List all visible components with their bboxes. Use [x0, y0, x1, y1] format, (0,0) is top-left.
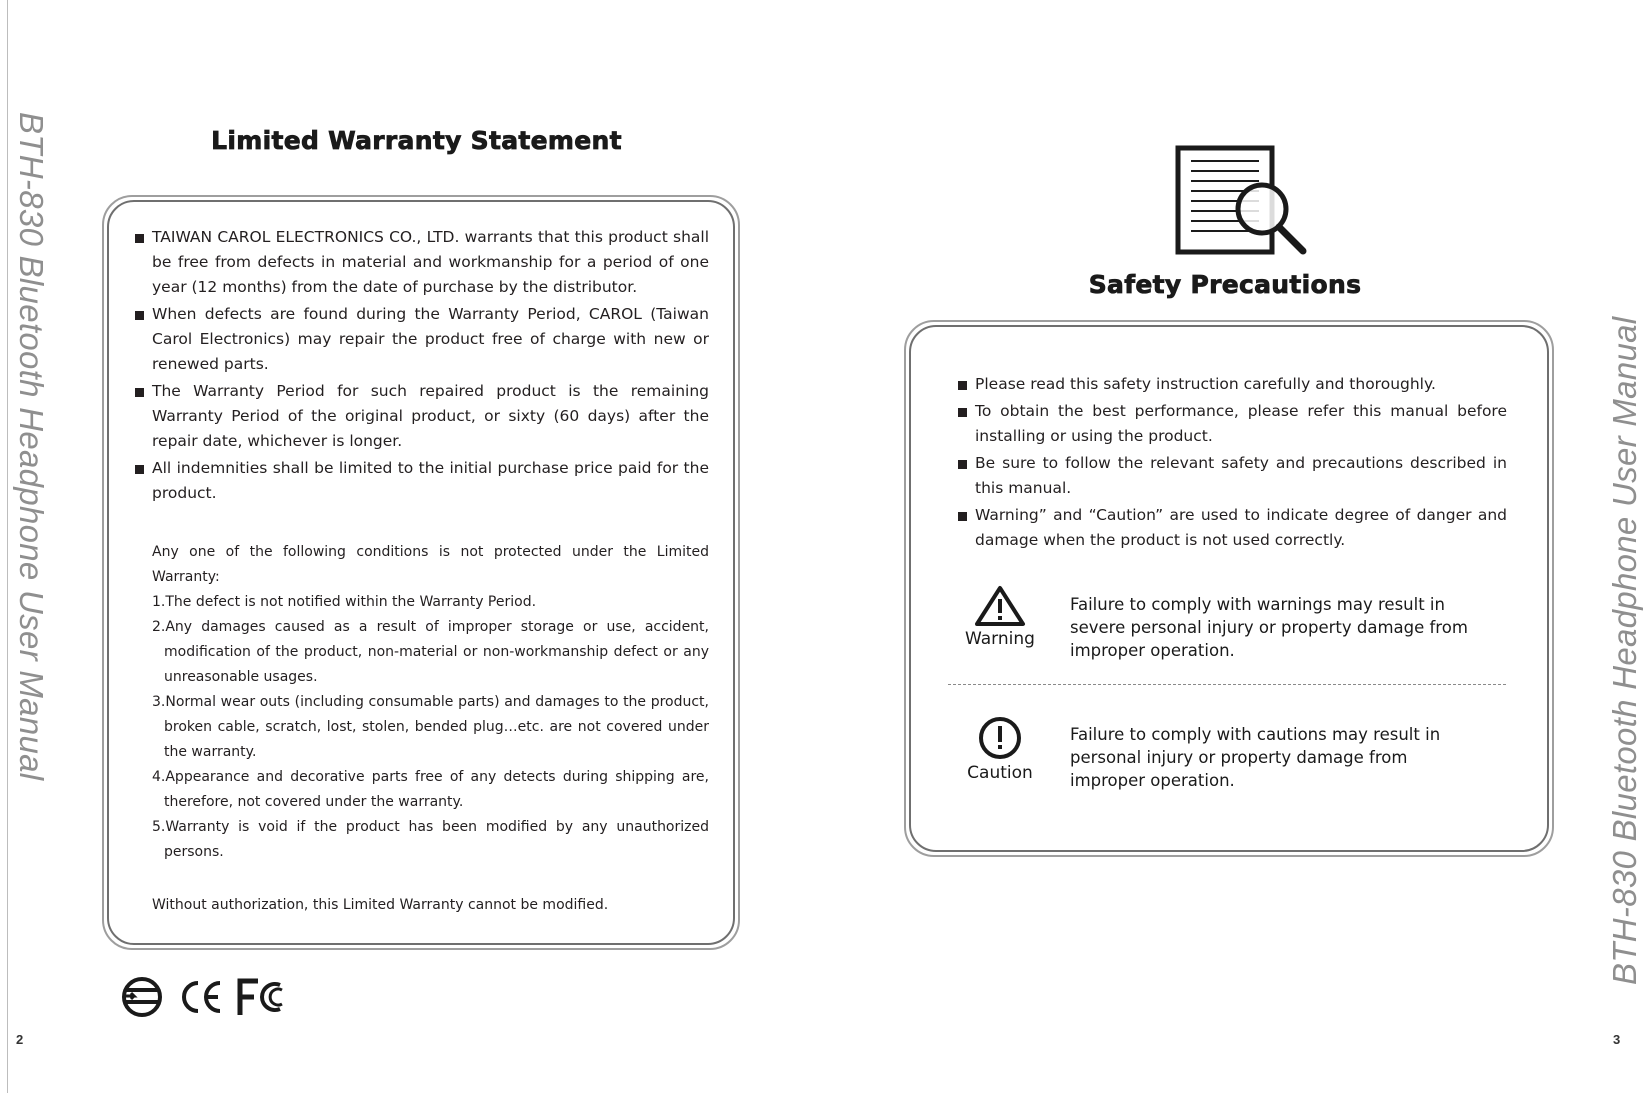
- notice-divider: [948, 684, 1506, 685]
- safety-content: [955, 372, 1507, 555]
- fcc-mark-icon: [240, 981, 282, 1015]
- warranty-conditions: [132, 540, 709, 918]
- bsmi-mark-icon: [123, 979, 160, 1015]
- warranty-bullet: All indemnities shall be limited to the initial purchase price paid for the product.: [132, 456, 709, 506]
- caution-circle-icon: [977, 715, 1023, 761]
- conditions-list: [152, 590, 709, 865]
- side-label-left: BTH-830 Bluetooth Headphone User Manual: [13, 112, 50, 781]
- warranty-bullet: The Warranty Period for such repaired product is the remaining Warranty Period of the original product, or sixty (60 days) after the repair date, whichever is longer.: [132, 379, 709, 454]
- bullet-square-icon: [135, 234, 144, 243]
- warning-triangle-icon: [974, 585, 1026, 627]
- bullet-square-icon: [135, 465, 144, 474]
- bullet-square-icon: [958, 512, 967, 521]
- caution-label: Caution: [967, 763, 1033, 783]
- safety-title: Safety Precautions: [1088, 270, 1362, 299]
- bullet-square-icon: [958, 408, 967, 417]
- warranty-bullet: When defects are found during the Warranty Period, CAROL (Taiwan Carol Electronics) may repair the product free of charge with new or renewed parts.: [132, 302, 709, 377]
- bullet-square-icon: [958, 381, 967, 390]
- conditions-intro: Any one of the following conditions is not protected under the Limited Warranty:: [152, 544, 709, 585]
- warranty-title: Limited Warranty Statement: [211, 126, 622, 155]
- condition-item: 4.Appearance and decorative parts free of any detects during shipping are, therefore, not covered under the warranty.: [152, 769, 709, 810]
- warning-text: Failure to comply with warnings may result in severe personal injury or property damage from improper operation.: [1070, 595, 1468, 660]
- condition-item: 1.The defect is not notified within the Warranty Period.: [152, 594, 537, 610]
- side-label-right: BTH-830 Bluetooth Headphone User Manual: [1606, 316, 1643, 985]
- page-edge-left: [7, 0, 8, 1093]
- certification-logos: [120, 975, 300, 1019]
- caution-icon-group: [955, 715, 1045, 783]
- warranty-bullet: TAIWAN CAROL ELECTRONICS CO., LTD. warrants that this product shall be free from defects in material and workmanship for a period of one year (12 months) from the date of purchase by the distributor.: [132, 225, 709, 300]
- page-number-left: 2: [16, 1032, 24, 1047]
- ce-mark-icon: [184, 983, 220, 1011]
- condition-item: 2.Any damages caused as a result of improper storage or use, accident, modification of the product, non-material or non-workmanship defect or any unreasonable usages.: [152, 619, 709, 685]
- caution-notice: [955, 715, 1507, 805]
- condition-item: 3.Normal wear outs (including consumable parts) and damages to the product, broken cable, scratch, lost, stolen, bended plug…etc. are not covered under the warranty.: [152, 694, 709, 760]
- safety-bullet: Warning” and “Caution” are used to indicate degree of danger and damage when the product is not used correctly.: [955, 503, 1507, 553]
- safety-bullet: Please read this safety instruction carefully and thoroughly.: [955, 372, 1507, 397]
- warning-label: Warning: [965, 629, 1035, 649]
- bullet-square-icon: [958, 460, 967, 469]
- warning-icon-group: [955, 585, 1045, 649]
- caution-text: Failure to comply with cautions may result in personal injury or property damage from improper operation.: [1070, 725, 1441, 790]
- warranty-content: [132, 225, 709, 918]
- warranty-final-note: Without authorization, this Limited Warranty cannot be modified.: [152, 897, 609, 913]
- safety-bullet: To obtain the best performance, please refer this manual before installing or using the product.: [955, 399, 1507, 449]
- safety-bullets: [955, 372, 1507, 553]
- warning-notice: [955, 585, 1507, 675]
- warranty-bullets: [132, 225, 709, 506]
- bullet-square-icon: [135, 311, 144, 320]
- condition-item: 5.Warranty is void if the product has been modified by any unauthorized persons.: [152, 819, 709, 860]
- bullet-square-icon: [135, 388, 144, 397]
- safety-bullet: Be sure to follow the relevant safety and precautions described in this manual.: [955, 451, 1507, 501]
- document-magnifier-icon: [1175, 145, 1315, 257]
- page-number-right: 3: [1613, 1032, 1621, 1047]
